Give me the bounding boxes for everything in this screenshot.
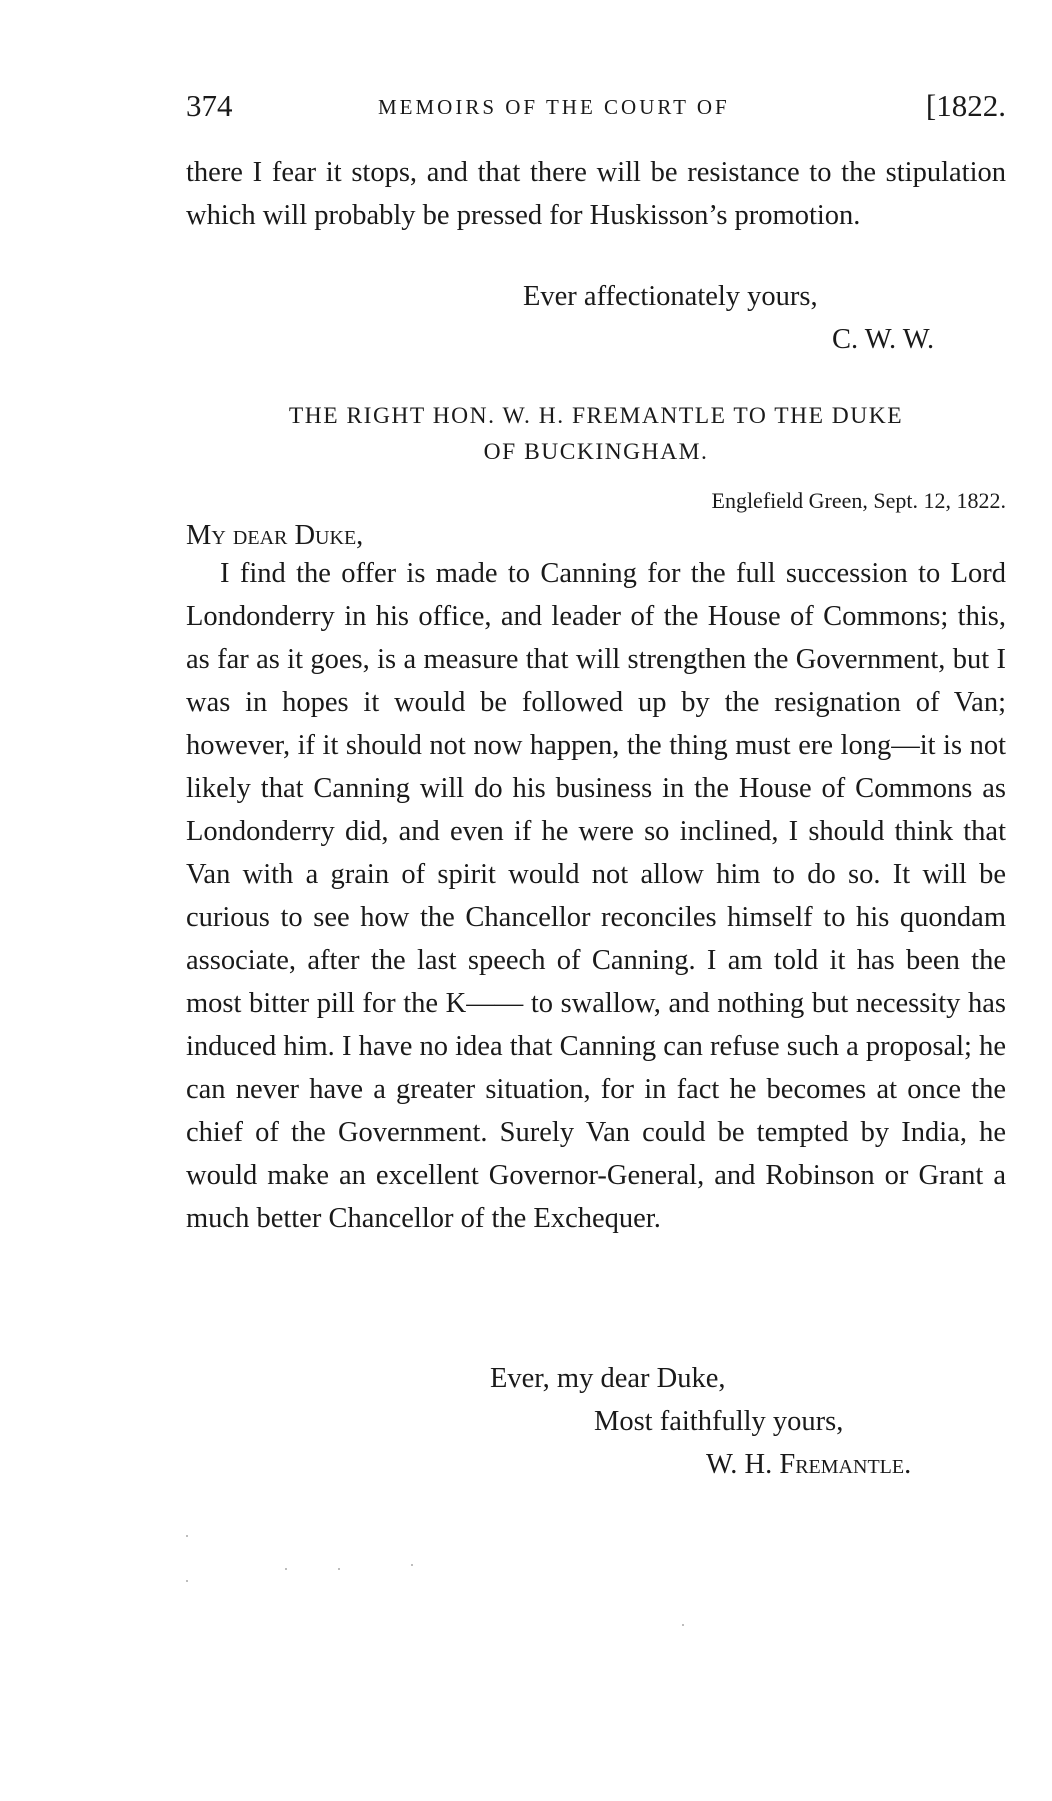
letter-heading-line-1: THE RIGHT HON. W. H. FREMANTLE TO THE DUKE bbox=[288, 403, 904, 429]
letter-signature: W. H. Fremantle. bbox=[706, 1449, 912, 1480]
previous-letter-signature: C. W. W. bbox=[832, 324, 935, 355]
scan-speck bbox=[338, 1568, 340, 1570]
letter-closing-line-2: Most faithfully yours, bbox=[594, 1406, 844, 1437]
letter-closing-line-1: Ever, my dear Duke, bbox=[490, 1363, 726, 1394]
letter-dateline: Englefield Green, Sept. 12, 1822. bbox=[711, 488, 1006, 513]
scan-speck bbox=[186, 1535, 188, 1537]
letter-salutation: My dear Duke, bbox=[186, 520, 364, 551]
scan-speck bbox=[285, 1568, 287, 1570]
previous-letter-continuation: there I fear it stops, and that there will be resistance to the stipulation which will probably be pressed for Huskisson’s promotion. bbox=[186, 157, 1006, 231]
letter-heading-line-2: OF BUCKINGHAM. bbox=[483, 439, 709, 465]
previous-letter-closing: Ever affectionately yours, bbox=[523, 281, 818, 312]
running-title: MEMOIRS OF THE COURT OF bbox=[378, 95, 730, 119]
scan-speck bbox=[682, 1624, 684, 1626]
scan-speck bbox=[186, 1580, 188, 1582]
running-year: [1822. bbox=[925, 88, 1006, 123]
scan-speck bbox=[411, 1564, 413, 1566]
letter-body: I find the offer is made to Canning for the full succession to Lord Londonderry in his office, and leader of the House of Commons; this, as far as it goes, is a measure that will strengthen the Government, but I was in hopes it would be followed up by the resignation of Van; however, if it should not now happen, the thing must ere long—it is not likely that Canning will do his business in the House of Commons as Londonderry did, and even if he were so inclined, I should think that Van with a grain of spirit would not allow him to do so. It will be curious to see how the Chancellor reconciles himself to his quondam associate, after the last speech of Canning. I am told it has been the most bitter pill for the K—— to swallow, and nothing but necessity has induced him. I have no idea that Canning can refuse such a proposal; he can never have a greater situation, for in fact he becomes at once the chief of the Government. Surely Van could be tempted by India, he would make an excellent Governor-General, and Robinson or Grant a much better Chancellor of the Exchequer. bbox=[186, 558, 1006, 1234]
page-number: 374 bbox=[186, 88, 233, 123]
running-head bbox=[186, 88, 1006, 128]
